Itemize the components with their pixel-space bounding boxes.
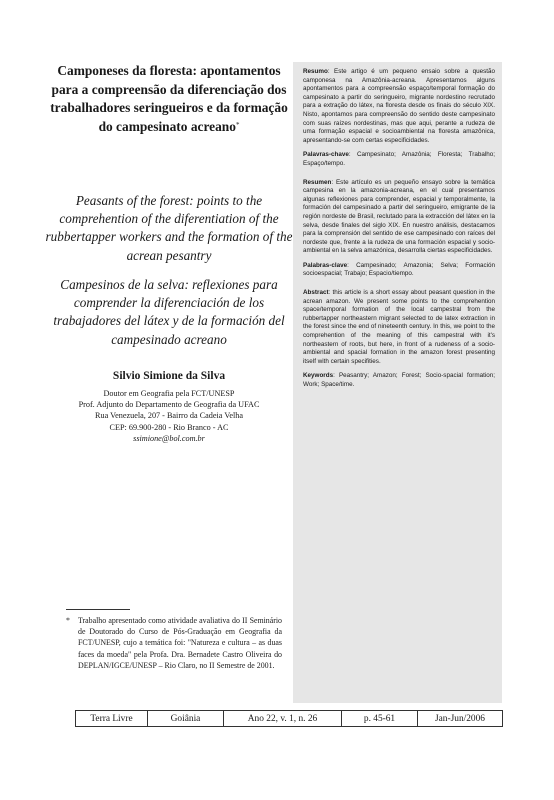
author-position: Prof. Adjunto do Departamento de Geografia da UFAC <box>78 400 260 410</box>
spanish-title: Campesinos de la selva: reflexiones para comprender la diferenciación de los trabajadores del látex y de la formación del campesinado acreano <box>53 277 285 347</box>
footer-city: Goiânia <box>148 711 224 726</box>
spanish-title-block <box>44 276 294 349</box>
footer-journal: Terra Livre <box>76 711 148 726</box>
english-title: Peasants of the forest: points to the comprehention of the diferentiation of the rubbertapper workers and the formation of the acrean pesantry <box>45 193 293 263</box>
resumen-text: : Este artículo es un pequeño ensayo sobre la temática campesina en la amazonia-acreana, en el cual presentamos algunas reflexiones para comprender, espacial y temporalmente, la formación del campesinado a partir del seringueiro, emigrante de la región nordeste de Brasil, reclutado para la extracción del látex en la selva, desde finales del siglo XIX. En nuestro análisis, destacamos para la comprensión del sentido de ese campesinado con raíces del nordeste que, frente a la rudeza de una formación espacial y socio-ambiental en la selva amazónica, desarrolla ciertas especificidades. <box>303 178 495 255</box>
author-name: Silvio Simione da Silva <box>112 370 226 382</box>
footnote-text: Trabalho apresentado como atividade avaliativa do II Seminário de Doutorado do Curso de Pós-Graduação em Geografia da FCT/UNESP, cujo a temática foi: "Natureza e cultura – as duas faces da moeda" pela Profa. Dra. Bernadete Castro Oliveira do DEPLAN/IGCE/UNESP – Rio Claro, no II Semestre de 2001. <box>78 616 282 670</box>
palavras-chave-label: Palavras-chave <box>303 151 349 159</box>
palavras-chave-paragraph <box>303 151 495 168</box>
palabras-clave-text: : Campesinado; Amazonia; Selva; Formación socioespacial; Trabajo; Espacio/tiempo. <box>303 261 495 278</box>
footer-volume: Ano 22, v. 1, n. 26 <box>224 711 342 726</box>
journal-footer <box>75 710 503 727</box>
resumo-label: Resumo <box>303 68 328 75</box>
footnote-mark: * <box>66 616 70 625</box>
resumo-paragraph <box>303 68 495 145</box>
page-title <box>44 62 294 136</box>
palabras-clave-label: Palabras-clave <box>303 261 348 269</box>
footer-pages: p. 45-61 <box>342 711 418 726</box>
author-degree: Doutor em Geografia pela FCT/UNESP <box>103 389 235 398</box>
english-title-block <box>44 192 294 265</box>
author-postcode: CEP: 69.900-280 - Rio Branco - AC <box>109 422 229 432</box>
author-street: Rua Venezuela, 207 - Bairro da Cadeia Velha <box>95 411 243 421</box>
resumen-paragraph <box>303 179 495 256</box>
abstract-label: Abstract <box>303 289 329 297</box>
footnote-divider <box>66 609 130 610</box>
keywords-text: : Peasantry; Amazon; Forest; Socio-spacial formation; Work; Space/time. <box>303 372 495 388</box>
author-block <box>44 370 294 444</box>
keywords-label: Keywords <box>303 372 334 380</box>
palavras-chave-text: : Campesinato; Amazônia; Floresta; Trabalho; Espaço/tempo. <box>303 151 495 167</box>
abstract-text: : this article is a short essay about peasant question in the acrean amazon. We present some points to the comprehention space/temporal formation of the local campestral from the rubbertapper northeastern migrant selected to de latex extraction in the forest since the end of nineteenth century. In this, we point to the comprehention of the meaning of this campestral with it's northeastern of roots, but here, in front of a rudeness of a socio-ambiental and spacial formation in the amazon forest presenting itself with certain specifities. <box>303 289 495 365</box>
resumo-text: : Este artigo é um pequeno ensaio sobre a questão camponesa na Amazônia-acreana. Apresentamos alguns apontamentos para a compreensão espaço/temporal formação do campesinato a partir do seringueiro, migrante nordestino recrutado para a extração do látex, na floresta desde os finais do século XIX. Nisto, apontamos para compreensão do sentido deste campesinato com suas raízes nordestinas, mas que aqui, perante a rudeza de uma formação espacial e socioambiental na floresta amazônica, apresentando-se com certas especificidades. <box>303 68 495 144</box>
resumen-label: Resumen <box>303 178 332 186</box>
keywords-paragraph <box>303 372 495 389</box>
footer-date: Jan-Jun/2006 <box>435 713 485 724</box>
title-footnote-mark: * <box>235 120 240 129</box>
abstract-paragraph <box>303 289 495 366</box>
author-email[interactable]: ssimione@bol.com.br <box>133 433 205 443</box>
title-text: Camponeses da floresta: apontamentos para a compreensão da diferenciação dos trabalhadores seringueiros e da formação do campesinato acreano <box>50 63 288 134</box>
abstract-panel <box>293 62 502 703</box>
footnote <box>66 615 282 671</box>
palabras-clave-paragraph <box>303 262 495 279</box>
title-block <box>44 62 294 136</box>
